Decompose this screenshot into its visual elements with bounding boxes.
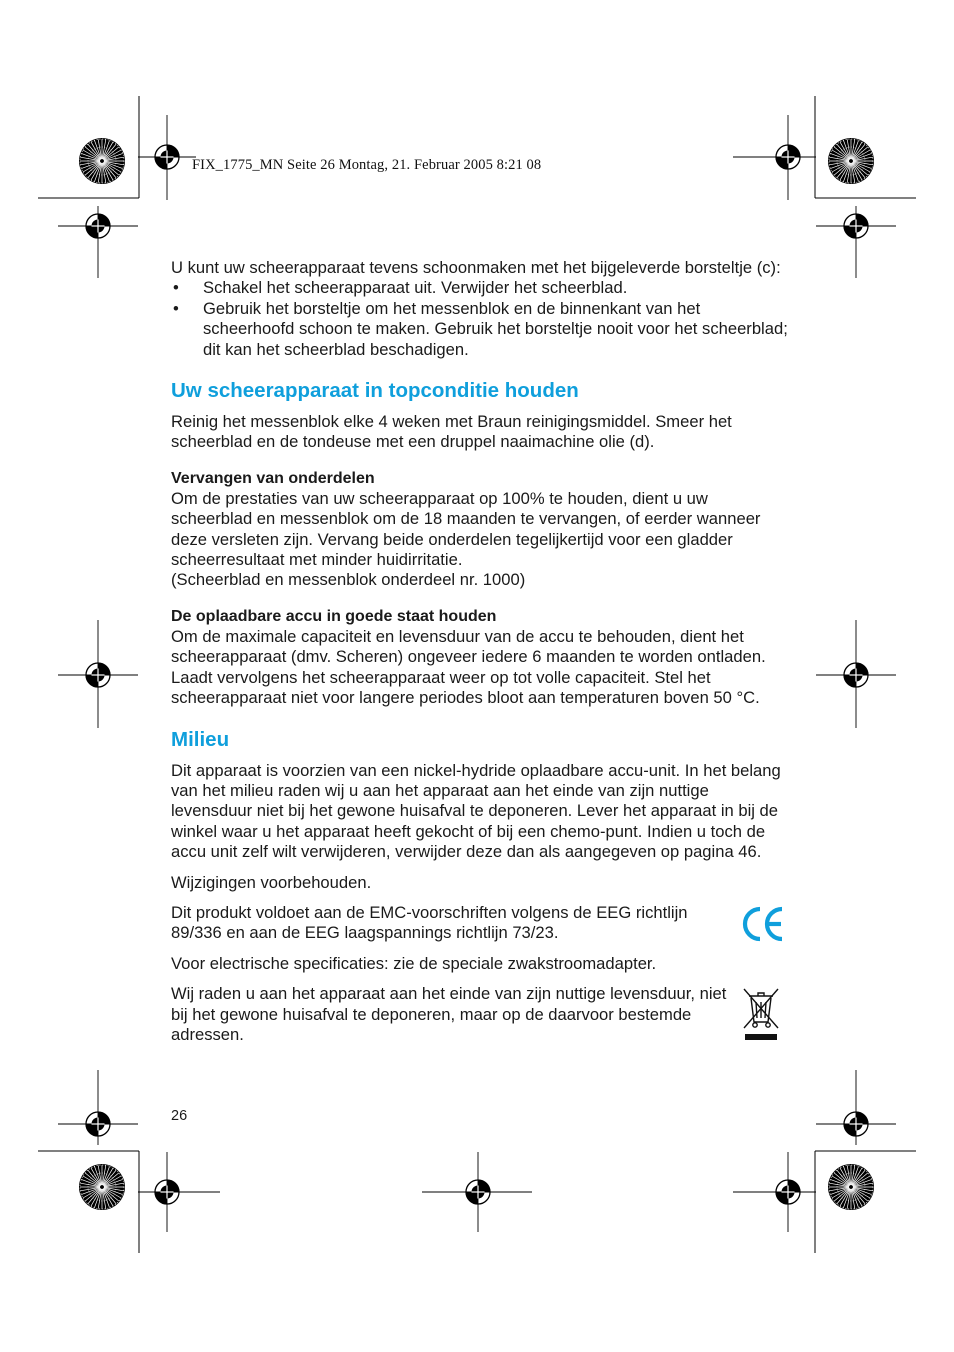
- list-item-text: Schakel het scheerapparaat uit. Verwijder het scheerblad.: [203, 278, 628, 298]
- changes-notice: Wijzigingen voorbehouden.: [171, 872, 372, 892]
- disposal-text: Wij raden u aan het apparaat aan het einde van zijn nuttige levensduur, niet bij het gewone huisafval te deponeren, maar op de daarvoor bestemde adressen.: [171, 984, 727, 1044]
- vervangen-body: Om de prestaties van uw scheerapparaat op 100% te houden, dient u uw scheerblad en messenblok om de 18 maanden te vervangen, of eerder wanneer deze versleten zijn. Vervang beide onderdelen tegelijkertijd voor een gladder scheerresultaat met minder huidirritatie.: [171, 488, 761, 570]
- electrical-spec-note: Voor electrische specificaties: zie de speciale zwakstroomadapter.: [171, 953, 657, 973]
- section-heading-topconditie: Uw scheerapparaat in topconditie houden: [171, 379, 579, 403]
- emc-block: [171, 903, 791, 944]
- accu-body: Om de maximale capaciteit en levensduur van de accu te behouden, dient het scheerapparaat (dmv. Scheren) ongeveer iedere 6 maanden te worden ontladen. Laadt vervolgens het scheerapparaat weer op tot volle capaciteit. Stel het scheerapparaat niet voor langere periodes bloot aan temperaturen boven 50 °C.: [171, 626, 766, 708]
- list-item: [171, 299, 791, 360]
- page-content: [171, 258, 791, 1045]
- topconditie-body: Reinig het messenblok elke 4 weken met Braun reinigingsmiddel. Smeer het scheerblad en de tondeuse met een druppel naaimachine olie (d).: [171, 412, 732, 452]
- bullet-icon: •: [173, 278, 179, 298]
- crossed-out-wheelie-bin-icon: [739, 984, 783, 1042]
- section-heading-milieu: Milieu: [171, 727, 230, 751]
- subheading-accu: De oplaadbare accu in goede staat houden: [171, 607, 497, 625]
- intro-text: U kunt uw scheerapparaat tevens schoonmaken met het bijgeleverde borsteltje (c):: [171, 258, 781, 277]
- subheading-vervangen: Vervangen van onderdelen: [171, 469, 375, 487]
- emc-text: Dit produkt voldoet aan de EMC-voorschriften volgens de EEG richtlijn 89/336 en aan de EEG laagspannings richtlijn 73/23.: [171, 902, 688, 943]
- list-item-text: Gebruik het borsteltje om het messenblok en de binnenkant van het scheerhoofd schoon te maken. Gebruik het borsteltje nooit voor het scheerblad; dit kan het scheerblad beschadigen.: [203, 298, 788, 359]
- bullet-icon: •: [173, 298, 179, 318]
- list-item: [171, 278, 791, 298]
- intro-bullet-list: [171, 278, 791, 360]
- milieu-body: Dit apparaat is voorzien van een nickel-hydride oplaadbare accu-unit. In het belang van het milieu raden wij u aan het apparaat aan het einde van zijn nuttige levensduur niet bij het gewone huisafval te deponeren. Lever het apparaat in bij de winkel waar u het apparaat heeft gekocht of bij een chemo-punt. Indien u toch de accu unit zelf wilt verwijderen, verwijder deze dan als aangegeven op pagina 46.: [171, 760, 781, 862]
- disposal-block: [171, 984, 791, 1045]
- part-number: (Scheerblad en messenblok onderdeel nr. 1000): [171, 570, 526, 590]
- page-number: 26: [171, 1108, 188, 1124]
- print-slug-line: FIX_1775_MN Seite 26 Montag, 21. Februar 2005 8:21 08: [192, 157, 542, 173]
- ce-mark-icon: [741, 905, 785, 943]
